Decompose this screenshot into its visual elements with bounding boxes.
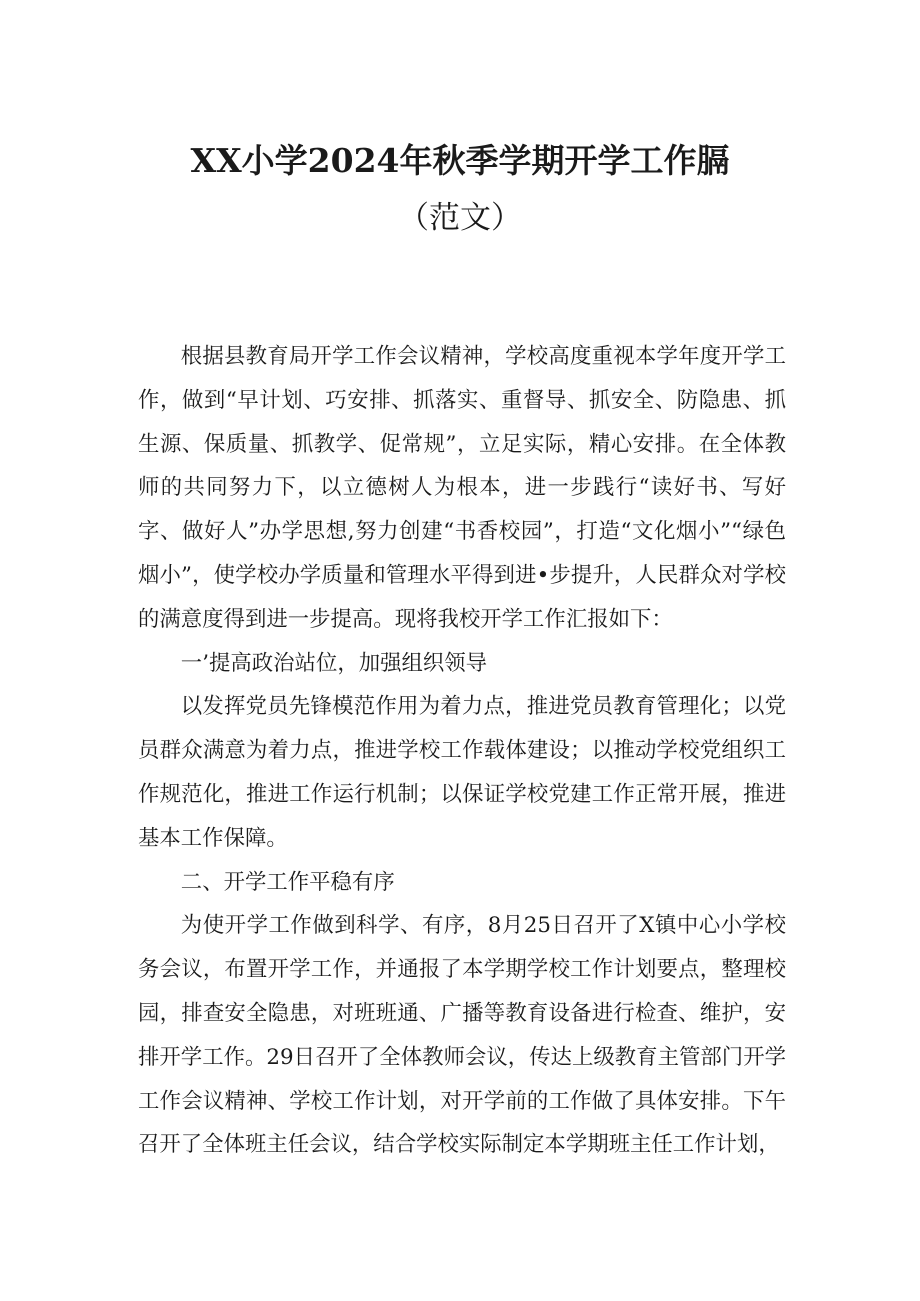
section-1-paragraph: 以发挥党员先锋模范作用为着力点，推进党员教育管理化；以党员群众满意为着力点，推进学校工作载体建设；以推动学校党组织工作规范化，推进工作运行机制；以保证学校党建工作正常开展，推进基本工作保障。 <box>138 694 786 851</box>
intro-paragraph: 根据县教育局开学工作会议精神，学校高度重视本学年度开学工作，做到“早计划、巧安排、抓落实、重督导、抓安全、防隐患、抓生源、保质量、抓教学、促常规”，立足实际，精心安排。在全体教师的共同努力下，以立德树人为根本，进一步践行“读好书、写好字、做好人”办学思想,努力创建“书香校园”，打造“文化烟小”“绿色烟小”，使学校办学质量和管理水平得到进•步提升，人民群众对学校的满意度得到进一步提高。现将我校开学工作汇报如下： <box>138 344 786 632</box>
document-body <box>138 335 786 1167</box>
section-heading-2: 二、开学工作平稳有序 <box>180 869 395 895</box>
section-heading-1: 一’提高政治站位，加强组织领导 <box>180 650 488 676</box>
section-2-paragraph: 为使开学工作做到科学、有序，8月25日召开了X镇中心小学校务会议，布置开学工作，并通报了本学期学校工作计划要点，整理校园，排查安全隐患，对班班通、广播等教育设备进行检查、维护，安排开学工作。29日召开了全体教师会议，传达上级教育主管部门开学工作会议精神、学校工作计划，对开学前的工作做了具体安排。下午召开了全体班主任会议，结合学校实际制定本学期班主任工作计划， <box>138 913 786 1158</box>
document-subtitle: （范文） <box>398 200 522 236</box>
document-title: XX小学2024年秋季学期开学工作膈 <box>190 141 730 180</box>
